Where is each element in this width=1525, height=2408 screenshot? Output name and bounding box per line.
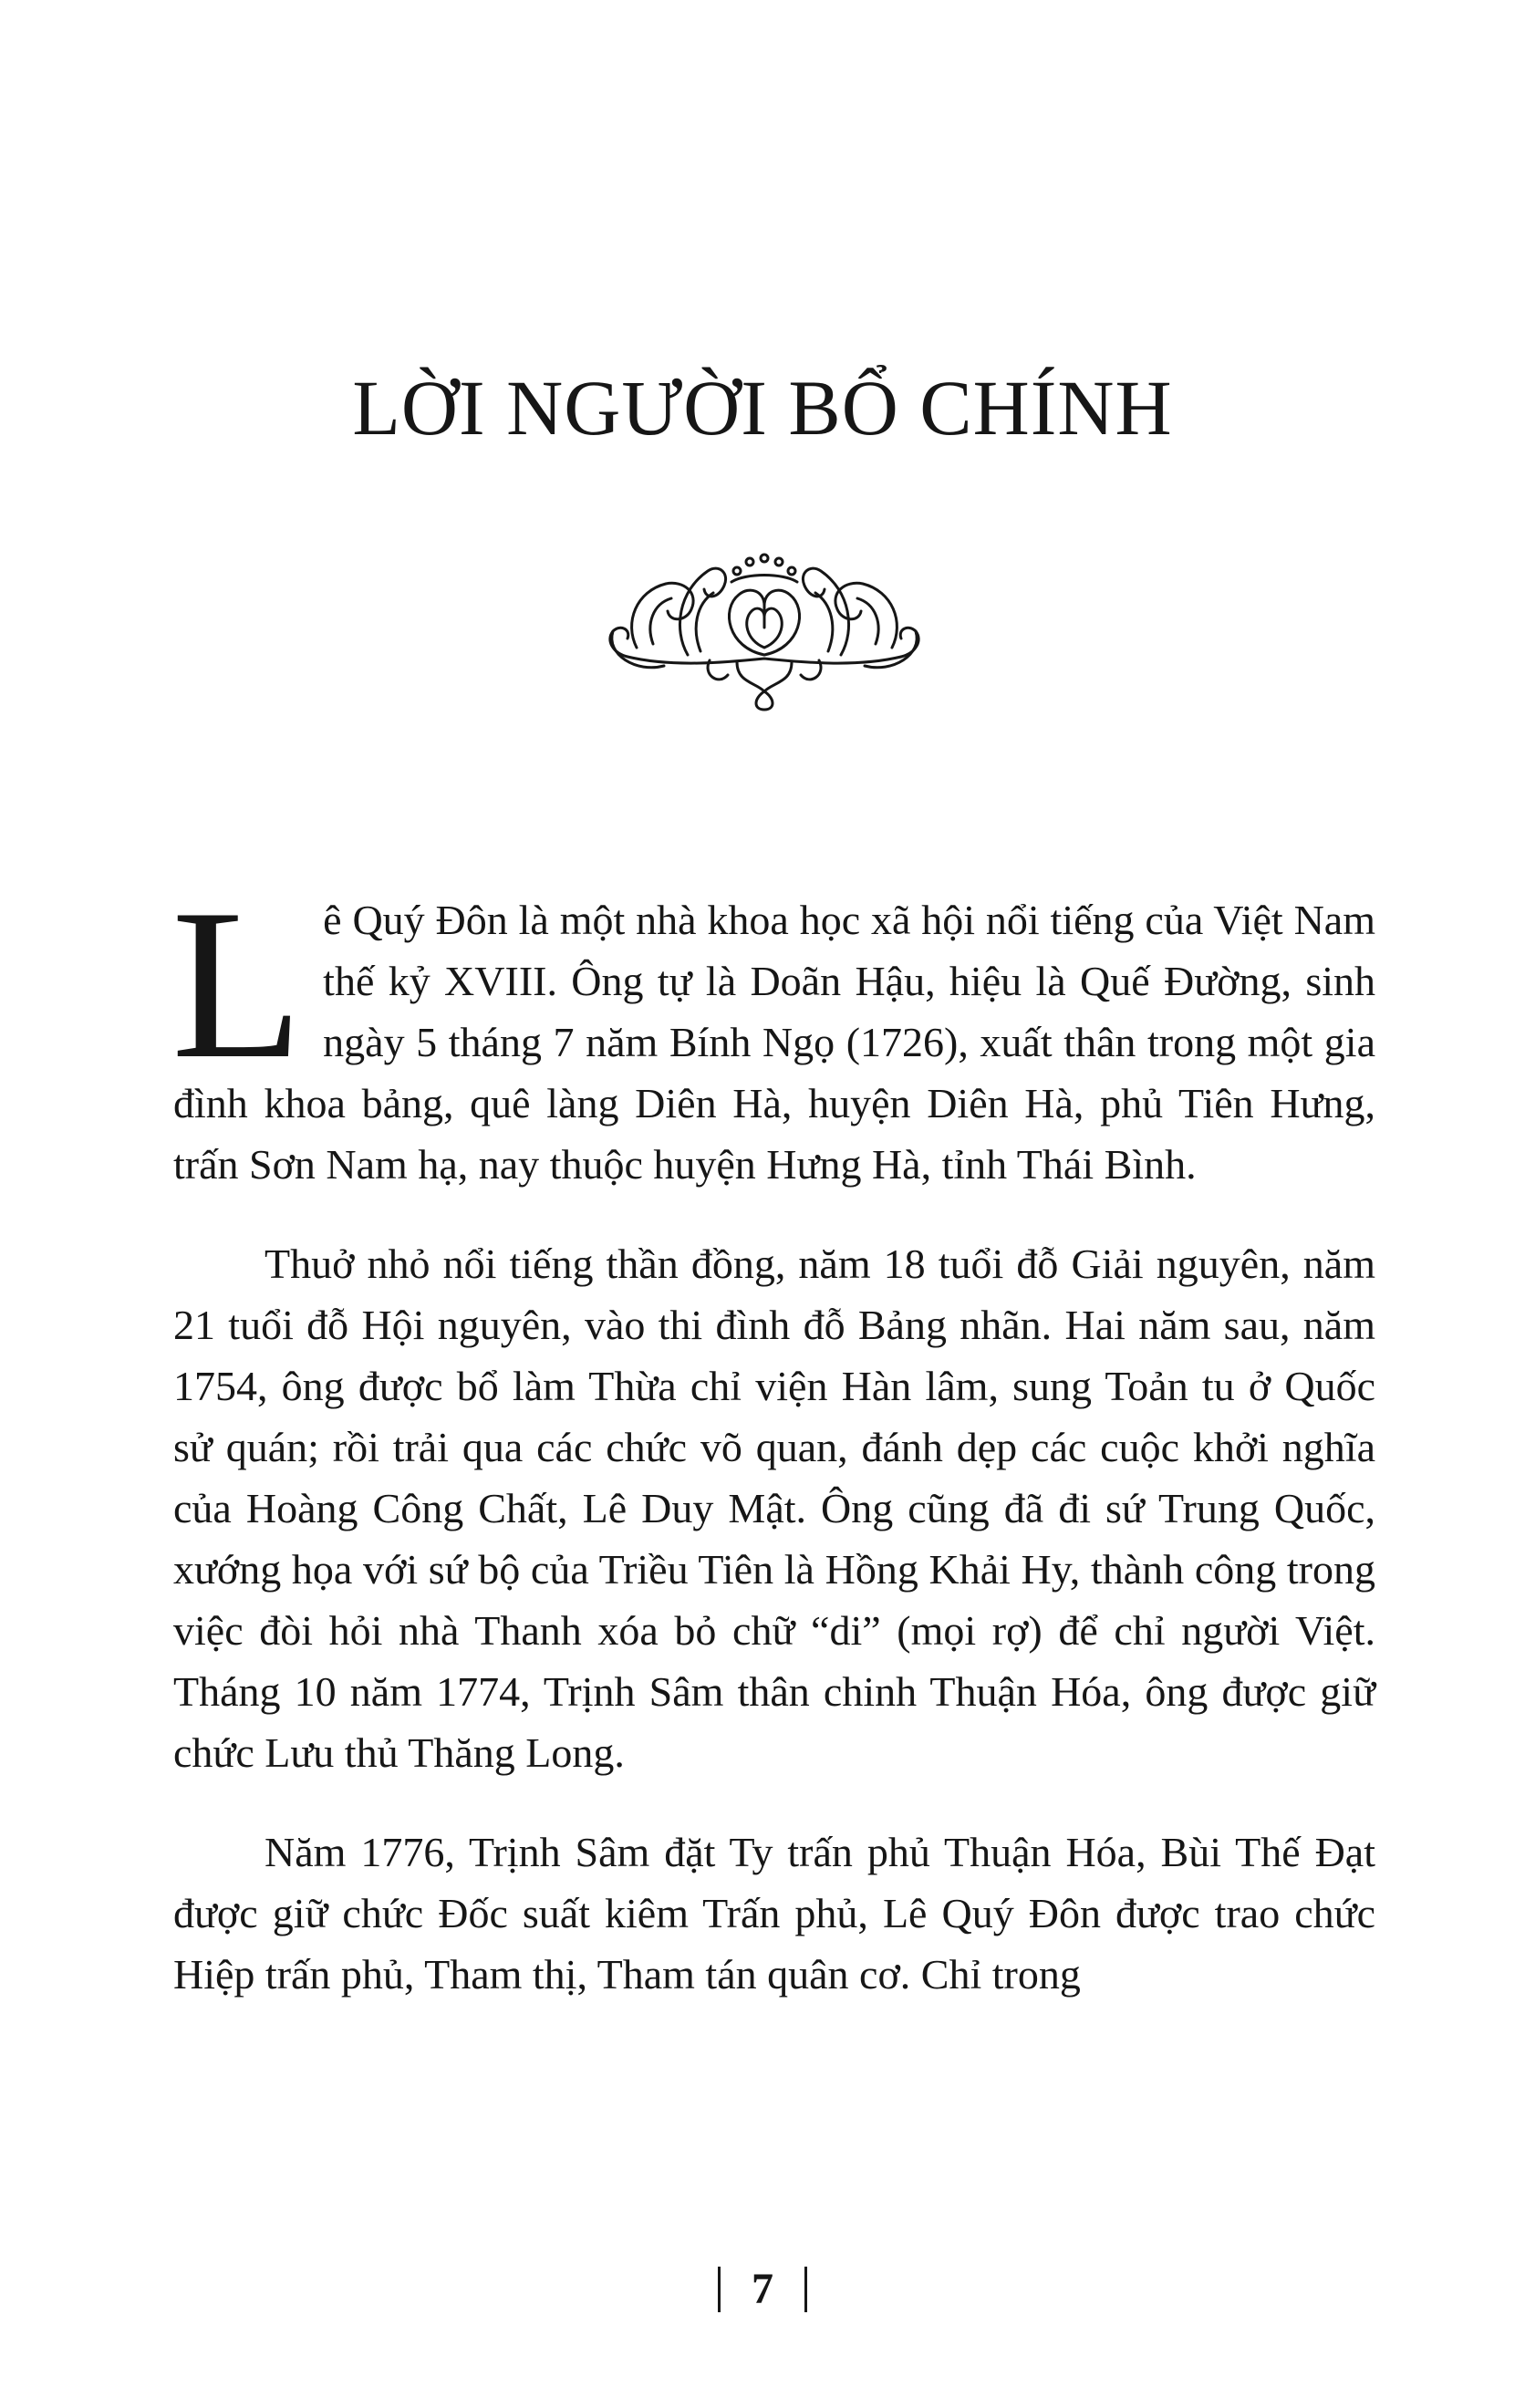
folio-right-bar [804,2267,807,2312]
paragraph [173,1822,1375,2005]
drop-cap: L [171,866,304,1104]
paragraph-text: Thuở nhỏ nổi tiếng thần đồng, năm 18 tuổi đỗ Giải nguyên, năm 21 tuổi đỗ Hội nguyên, vào thi đình đỗ Bảng nhãn. Hai năm sau, năm 1754, ông được bổ làm Thừa chỉ viện Hàn lâm, sung Toản tu ở Quốc sử quán; rồi trải qua các chức võ quan, đánh dẹp các cuộc khởi nghĩa của Hoàng Công Chất, Lê Duy Mật. Ông cũng đã đi sứ Trung Quốc, xướng họa với sứ bộ của Triều Tiên là Hồng Khải Hy, thành công trong việc đòi hỏi nhà Thanh xóa bỏ chữ “di” (mọi rợ) để chỉ người Việt. Tháng 10 năm 1774, Trịnh Sâm thân chinh Thuận Hóa, ông được giữ chức Lưu thủ Thăng Long. [173,1240,1375,1776]
folio-left-bar [718,2267,721,2312]
paragraph-text: ê Quý Đôn là một nhà khoa học xã hội nổi tiếng của Việt Nam thế kỷ XVIII. Ông tự là Doãn Hậu, hiệu là Quế Đường, sinh ngày 5 tháng 7 năm Bính Ngọ (1726), xuất thân trong một gia đình khoa bảng, quê làng Diên Hà, huyện Diên Hà, phủ Tiên Hưng, trấn Sơn Nam hạ, nay thuộc huyện Hưng Hà, tỉnh Thái Bình. [173,897,1375,1188]
page-number-footer [0,2264,1525,2312]
paragraph [171,866,1375,1195]
chapter-title: LỜI NGƯỜI BỔ CHÍNH [352,364,1173,452]
paragraph [173,1233,1375,1783]
page-number: 7 [752,2264,773,2313]
paragraph-text: Năm 1776, Trịnh Sâm đặt Ty trấn phủ Thuận Hóa, Bùi Thế Đạt được giữ chức Đốc suất kiêm Trấn phủ, Lê Quý Đôn được trao chức Hiệp trấn phủ, Tham thị, Tham tán quân cơ. Chỉ trong [173,1829,1375,1998]
body-text [171,866,1375,2005]
lotus-ornament-icon [600,545,928,715]
